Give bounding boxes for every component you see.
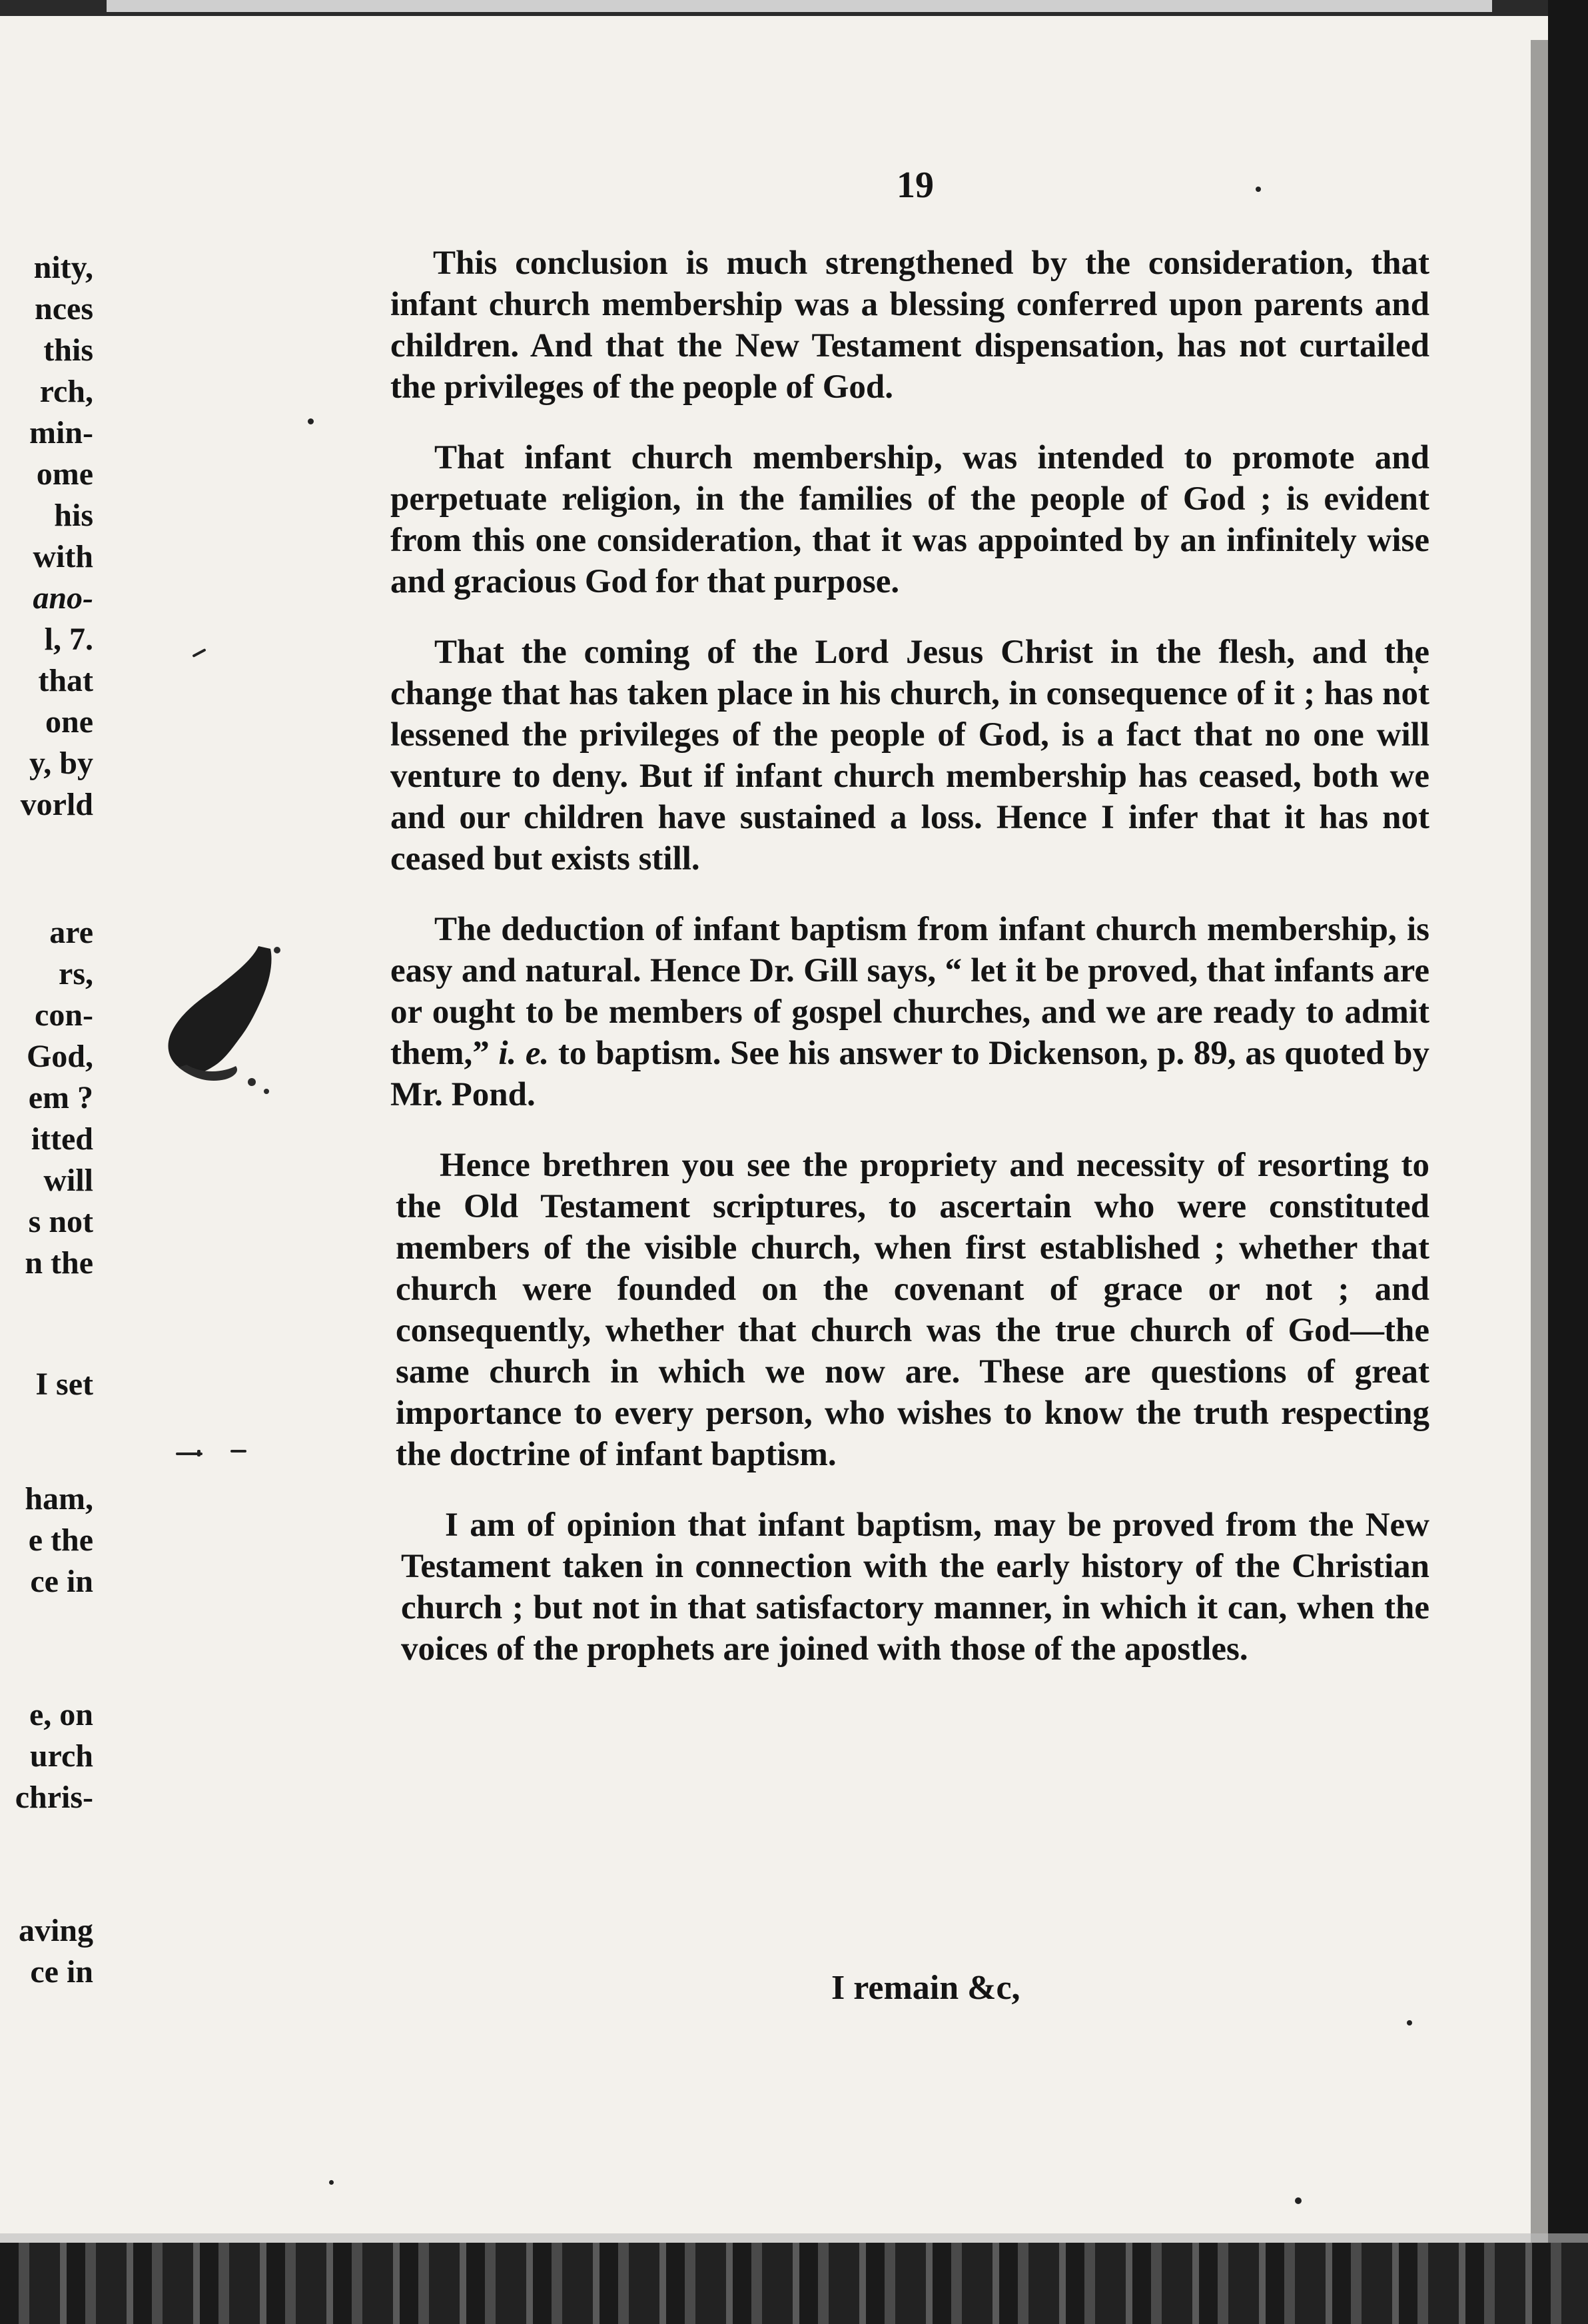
facing-line: this — [43, 332, 93, 368]
print-speck — [192, 648, 206, 658]
facing-line: that — [38, 663, 93, 698]
page-top-edge-gap — [107, 0, 1492, 12]
print-speck — [176, 1452, 202, 1455]
page-number: 19 — [897, 165, 934, 206]
facing-line: min- — [29, 415, 93, 450]
page-bottom-shadow — [0, 2233, 1588, 2243]
facing-line: itted — [31, 1121, 93, 1157]
facing-line: aving — [18, 1913, 93, 1948]
paragraph — [390, 909, 1429, 1115]
facing-line: e, on — [29, 1697, 93, 1732]
closing-signoff: I remain &c, — [831, 1969, 1020, 2007]
print-speck — [1407, 2020, 1412, 2026]
paragraph: That the coming of the Lord Jesus Christ in the flesh, and the change that has taken place in his church, in consequence of it ; has not lessened the privileges of the people of God, is a fact that no one will venture to deny. But if infant church membership has ceased, both we and our children have sustained a loss. Hence I infer that it has not ceased but exists still. — [390, 634, 1429, 877]
facing-line: his — [54, 498, 93, 533]
paragraph: That infant church membership, was intended to promote and perpetuate religion, in the families of the people of God ; is evident from this one consideration, that it was appointed by an infinitely wise and gracious God for that purpose. — [390, 439, 1429, 600]
facing-line: urch — [29, 1738, 93, 1774]
main-text-column — [390, 243, 1429, 1699]
print-speck — [1295, 2197, 1302, 2204]
facing-line: s not — [28, 1204, 93, 1239]
facing-line: ome — [36, 456, 93, 492]
facing-line: e the — [28, 1522, 93, 1558]
paragraph-text: The deduction of infant baptism from infant church membership, is easy and natural. Hence Dr. Gill says, “ let it be proved, that infants are or ought to be members of gospel churches, and we are ready to admit them,” — [390, 911, 1429, 1072]
paragraph: Hence brethren you see the propriety and necessity of resorting to the Old Testament scriptures, to ascertain who were constituted members of the visible church, when first established ; whether that church were founded on the covenant of grace or not ; and consequently, whether that church was the true church of God—the same church in which we now are. These are questions of great importance to every person, who wishes to know the truth respecting the doctrine of infant baptism. — [396, 1147, 1429, 1473]
binding-shadow-inner — [1531, 40, 1548, 2292]
facing-line: y, by — [29, 746, 93, 781]
facing-line: ce in — [30, 1954, 93, 1990]
facing-line: n the — [25, 1245, 93, 1281]
facing-line: chris- — [15, 1780, 93, 1815]
page-bottom-edge — [0, 2243, 1588, 2324]
paragraph-text: to baptism. See his answer to Dickenson, p. 89, as quoted by Mr. Pond. — [390, 1035, 1430, 1113]
facing-line: nity, — [33, 250, 93, 285]
paragraph: This conclusion is much strengthened by the consideration, that infant church membership was a blessing conferred upon parents and children. And that the New Testament dispensation, has not curtailed the privileges of the people of God. — [390, 245, 1429, 406]
facing-line: vorld — [20, 787, 93, 822]
facing-line: con- — [35, 997, 93, 1033]
facing-line: em ? — [28, 1080, 93, 1115]
print-speck — [308, 418, 314, 424]
facing-line: God, — [26, 1039, 93, 1074]
facing-line: rch, — [39, 374, 93, 409]
facing-line: l, 7. — [44, 622, 93, 657]
facing-line: rs, — [59, 956, 93, 991]
ink-blot — [152, 941, 285, 1101]
facing-line: will — [43, 1163, 93, 1198]
facing-line: one — [45, 704, 93, 740]
paragraph: I am of opinion that infant baptism, may be proved from the New Testament taken in connection with the early history of the Christian church ; but not in that satisfactory manner, in which it can, when the voices of the prophets are joined with those of the apostles. — [401, 1506, 1429, 1668]
facing-line: ano- — [33, 580, 93, 616]
binding-shadow-right — [1548, 0, 1588, 2324]
print-speck — [329, 2180, 334, 2185]
print-speck — [1256, 187, 1261, 192]
facing-line: nces — [35, 291, 93, 326]
facing-line: I set — [35, 1367, 93, 1402]
facing-line: ce in — [30, 1564, 93, 1599]
facing-line: ham, — [25, 1481, 93, 1516]
facing-line: with — [33, 539, 93, 574]
print-speck — [230, 1450, 246, 1452]
facing-line: are — [49, 915, 93, 950]
italic-abbreviation: i. e. — [498, 1035, 550, 1072]
